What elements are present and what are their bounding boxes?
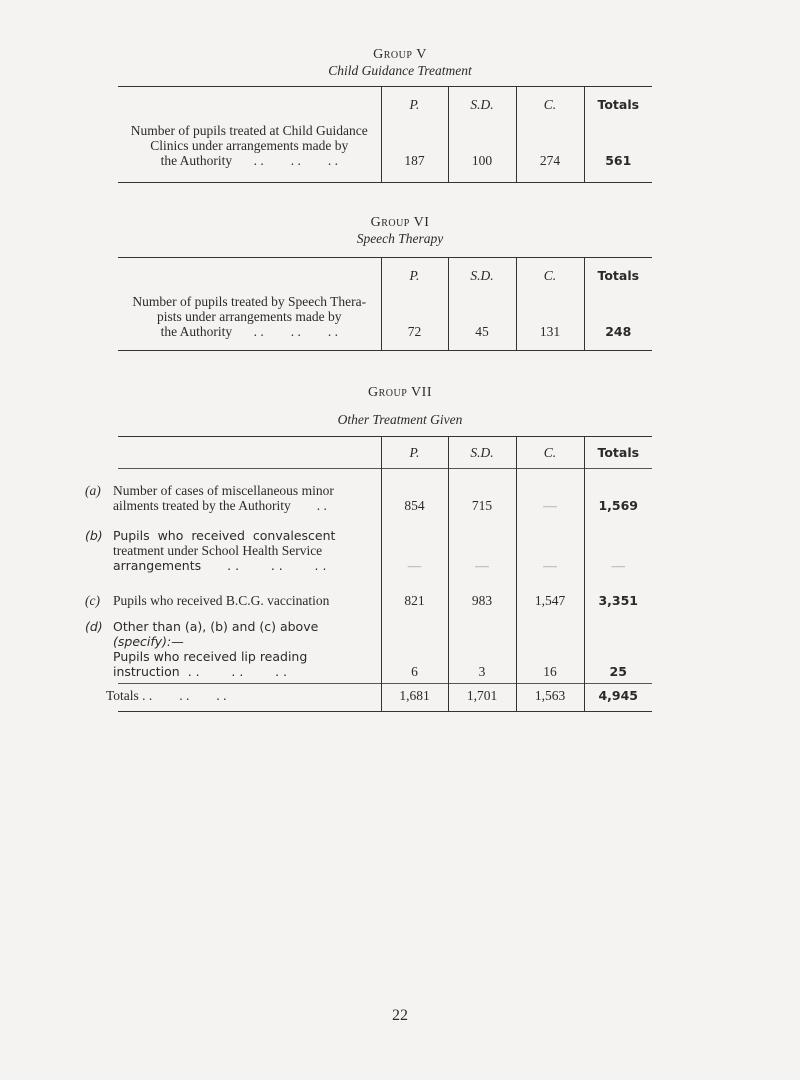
group-6-label-dots: . . . . . . — [253, 323, 338, 339]
group-7-row-d-c: 16 — [516, 614, 584, 684]
group-6-header-totals: Totals — [584, 258, 652, 294]
group-7-row-d-line-3 — [113, 649, 381, 664]
group-5-label-line-2: Clinics under arrangements made by — [150, 137, 349, 153]
group-6-value-totals: 248 — [584, 294, 652, 351]
group-5-header-row — [118, 87, 652, 123]
group-7-header-row — [118, 437, 652, 469]
group-7-row-a-line-1-text: Number of cases of miscellaneous minor — [113, 482, 334, 498]
group-7-totals-p: 1,681 — [381, 684, 448, 712]
group-7-row-a-letter: (a) — [85, 482, 101, 498]
group-7-row-a-dots: . . — [316, 497, 327, 513]
group-7-totals-totals: 4,945 — [584, 684, 652, 712]
group-5-value-sd: 100 — [448, 123, 516, 183]
group-6-header-row — [118, 258, 652, 294]
group-7-header-totals: Totals — [584, 437, 652, 469]
group-7-row-a-c: — — [516, 469, 584, 523]
group-5-row-label — [118, 123, 381, 183]
group-7-row-d-letter: (d) — [85, 619, 103, 634]
group-7-row-a-sd: 715 — [448, 469, 516, 523]
group-7-row-b-letter: (b) — [85, 527, 103, 543]
group-6-row-label — [118, 294, 381, 351]
group-7-row-b-label — [85, 523, 381, 577]
group-7-row-b-totals: — — [584, 523, 652, 577]
group-7-row-c-c: 1,547 — [516, 577, 584, 614]
group-5-label-line-3 — [118, 153, 381, 168]
group-6-heading — [0, 215, 800, 247]
group-6-title-prefix: Group — [370, 215, 410, 230]
group-7-row-d-line-3-text: Pupils who received lip reading — [113, 649, 308, 664]
group-7-row-b-line-3-text: arrangements — [113, 557, 202, 573]
group-7-subtitle: Other Treatment Given — [337, 412, 463, 427]
group-7-table — [85, 436, 652, 712]
group-5-header-p: P. — [381, 87, 448, 123]
group-7-totals-sd: 1,701 — [448, 684, 516, 712]
group-7-row-c-p: 821 — [381, 577, 448, 614]
group-7-row-b-p: — — [381, 523, 448, 577]
group-7-row-b-line-1 — [85, 528, 381, 543]
group-7-row-b-c: — — [516, 523, 584, 577]
group-6-header-p: P. — [381, 258, 448, 294]
group-5-heading — [0, 47, 800, 79]
group-7-row-d-totals: 25 — [584, 614, 652, 684]
group-7-row-b-line-1-text: Pupils who received convalescent — [113, 527, 336, 543]
group-7-row-b-line-2-text: treatment under School Health Service — [113, 542, 323, 558]
group-5-label-line-1: Number of pupils treated at Child Guidance — [130, 122, 368, 138]
group-6-data-row — [118, 294, 652, 351]
group-5-table — [118, 86, 652, 183]
group-5-value-p: 187 — [381, 123, 448, 183]
group-7-row-c-line-1-text: Pupils who received B.C.G. vaccination — [113, 592, 330, 608]
group-6-label-line-3-text: the Authority — [160, 323, 233, 339]
group-7-row-d — [118, 614, 652, 684]
group-7-row-c-totals: 3,351 — [584, 577, 652, 614]
group-6-table — [118, 257, 652, 351]
group-5-value-c: 274 — [516, 123, 584, 183]
group-7-row-b-dots: . . . . . . — [227, 557, 327, 573]
group-5-header-totals: Totals — [584, 87, 652, 123]
group-7-totals-c: 1,563 — [516, 684, 584, 712]
group-7-row-c-label — [85, 577, 381, 614]
group-7-row-a-line-2-text: ailments treated by the Authority — [113, 497, 291, 513]
group-7-row-d-sd: 3 — [448, 614, 516, 684]
group-5-subtitle: Child Guidance Treatment — [328, 63, 472, 78]
group-7-row-a-label — [85, 469, 381, 523]
group-7-row-a-totals: 1,569 — [584, 469, 652, 523]
group-7-totals-row — [118, 684, 652, 712]
group-7-row-b — [118, 523, 652, 577]
group-7-row-d-dots: . . . . . . — [187, 664, 288, 679]
group-7-title-number: VII — [411, 385, 432, 400]
group-7-row-a-p: 854 — [381, 469, 448, 523]
group-7-row-b-line-2 — [113, 543, 381, 558]
group-7-row-d-label — [85, 614, 381, 684]
group-5-header-c: C. — [516, 87, 584, 123]
page-number: 22 — [392, 1007, 408, 1024]
group-6-subtitle: Speech Therapy — [356, 231, 444, 246]
group-7-row-b-sd: — — [448, 523, 516, 577]
group-6-header-c: C. — [516, 258, 584, 294]
group-7-header-c: C. — [516, 437, 584, 469]
group-6-label-line-3 — [118, 324, 381, 339]
group-5-label-dots: . . . . . . — [253, 152, 338, 168]
group-7-row-d-line-1 — [85, 619, 381, 634]
group-7-row-d-line-2 — [113, 634, 381, 649]
group-6-value-p: 72 — [381, 294, 448, 351]
group-7-header-p: P. — [381, 437, 448, 469]
group-5-title-prefix: Group — [373, 47, 413, 62]
group-7-row-d-line-1-text: Other than (a), (b) and (c) above — [113, 619, 319, 634]
group-7-row-b-line-3 — [113, 558, 381, 573]
group-7-row-a — [118, 469, 652, 523]
group-5-data-row — [118, 123, 652, 183]
group-7-title — [0, 385, 800, 401]
group-5-value-totals: 561 — [584, 123, 652, 183]
group-7-row-c-line-1 — [85, 593, 381, 608]
group-7-row-d-line-4 — [113, 664, 381, 679]
group-7-row-a-line-2 — [113, 498, 381, 513]
group-7-row-c-sd: 983 — [448, 577, 516, 614]
group-7-row-d-line-4-text: instruction — [113, 664, 180, 679]
group-6-label-line-1: Number of pupils treated by Speech Thera- — [132, 293, 367, 309]
group-6-header-sd: S.D. — [448, 258, 516, 294]
group-5-header-sd: S.D. — [448, 87, 516, 123]
group-7-title-prefix: Group — [368, 385, 408, 400]
group-7-header-sd: S.D. — [448, 437, 516, 469]
group-7-row-d-p: 6 — [381, 614, 448, 684]
group-6-value-c: 131 — [516, 294, 584, 351]
group-5-label-line-3-text: the Authority — [160, 152, 233, 168]
group-7-heading — [0, 385, 800, 428]
group-7-row-c — [118, 577, 652, 614]
group-5-title — [0, 47, 800, 63]
group-7-totals-label-text: Totals . . . . . . — [106, 688, 227, 703]
group-6-label-line-2: pists under arrangements made by — [157, 308, 342, 324]
group-7-row-c-letter: (c) — [85, 592, 100, 608]
group-6-title-number: VI — [413, 215, 430, 230]
group-7-row-a-line-1 — [85, 483, 381, 498]
group-7-row-d-line-2-text: (specify):— — [113, 634, 184, 649]
group-7-totals-label — [106, 684, 381, 712]
group-5-title-number: V — [416, 47, 427, 62]
group-6-title — [0, 215, 800, 231]
group-6-value-sd: 45 — [448, 294, 516, 351]
